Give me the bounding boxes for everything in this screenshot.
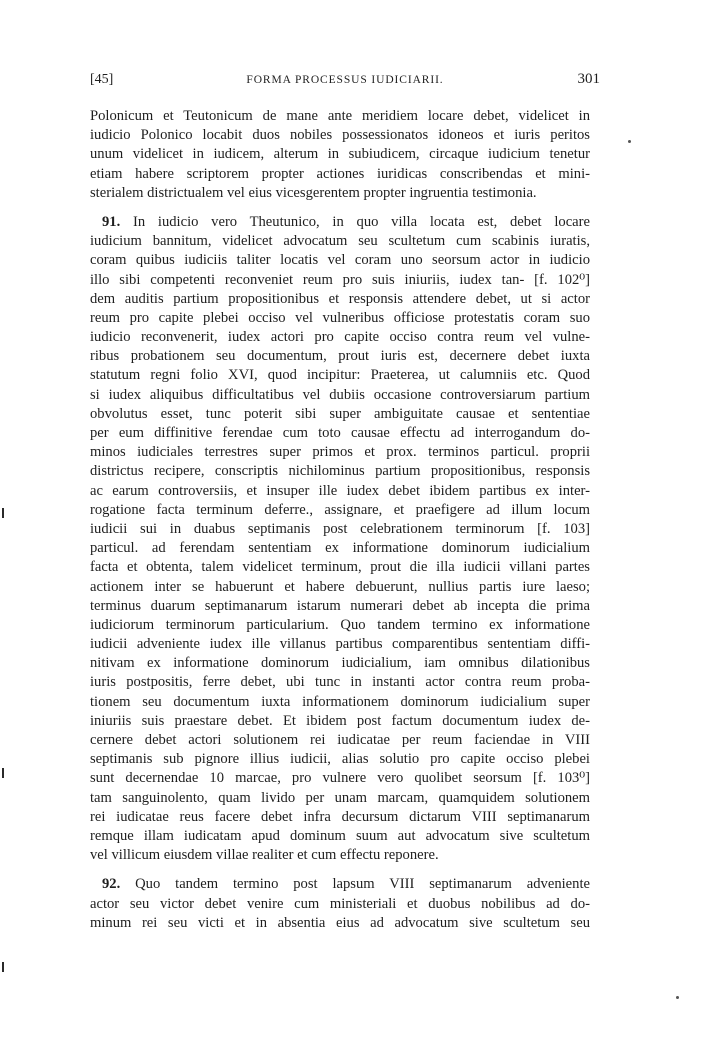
text-line: Quo tandem termino post lapsum VIII septimanarum adveniente: [135, 876, 590, 893]
text-line: iudiciorum terminorum particularium. Quo tandem termino ex informatione: [90, 616, 590, 633]
text-line: districtus recipere, conscriptis nichilominus partium propositionibus, responsis: [90, 463, 590, 480]
paragraph-91-first-line: [90, 213, 590, 232]
text-line: statutum regni folio XVI, quod incipitur: Praeterea, ut calumniis etc. Quod: [90, 367, 590, 384]
text-line: iudicio Polonico locabit duos nobiles possessionatos idoneos et iuris peritos: [90, 127, 590, 144]
text-line: actor seu victor debet venire cum ministeriali et duobus nobilibus ad do-: [90, 895, 590, 912]
scan-speck: [676, 996, 679, 999]
text-line: minos iudiciales terrestres super primos et prox. terminos particul. proprii: [90, 444, 590, 461]
text-line: iudicii sui in duabus septimanis post celebrationem terminorum [f. 103]: [90, 520, 590, 537]
text-line: sterialem districtualem vel eius vicesgerentem propter ingruentia testimonia.: [90, 184, 537, 201]
text-line: tionem seu documentum iuxta informationem dominorum iudicialium super: [90, 693, 590, 710]
scan-mark: [2, 962, 4, 972]
text-line: illo sibi competenti reconveniet reum pro suis iniuriis, iudex tan- [f. 102⁰]: [90, 271, 591, 288]
text-line: nitivam ex informatione dominorum iudicialium, iam omnibus dilationibus: [90, 655, 590, 672]
paragraph-92-first-line: [90, 875, 590, 894]
text-line: remque illam iudicatam apud dominum suum aut advocatum sive scultetum: [90, 827, 590, 844]
paragraph-number-91: 91.: [102, 213, 121, 230]
text-line: sunt decernendae 10 marcae, pro vulnere vero quolibet seorsum [f. 103⁰]: [90, 770, 590, 787]
text-line: cernere debet actori solutionem rei iudicatae per reum faciendae in VIII: [90, 732, 590, 748]
text-line: In iudicio vero Theutunico, in quo villa locata est, debet locare: [133, 213, 590, 230]
text-line: reum pro capite plebei occiso vel vulneribus officiose protestatis coram suo: [90, 309, 590, 326]
running-title: FORMA PROCESSUS IUDICIARII.: [246, 74, 444, 86]
scan-speck: [628, 140, 631, 143]
text-line: per eum diffinitive ferendae cum toto causae effectu ad interrogandum do-: [90, 425, 590, 441]
text-line: iuris postpositis, ferre debet, ubi tunc in instanti actor contra reum proba-: [90, 674, 590, 691]
running-head: [90, 72, 600, 92]
text-line: iniuriis suis praestare debet. Et ibidem post factum documentum iudex de-: [90, 712, 590, 729]
text-line: ribus probationem seu documentum, prout iuris est, decernere debet iuxta: [90, 348, 590, 365]
text-line: unum videlicet in iudicem, alterum in subiudicem, circaque iudicium tenetur: [90, 146, 590, 163]
text-line: facta et obtenta, talem videlicet terminum, prout die illa iudicii villani partes: [90, 559, 590, 576]
text-line: rogatione facta terminum deferre., assignare, et praefigere ad illum locum: [90, 501, 590, 518]
text-line: tam sanguinolento, quam livido per unam marcam, quamquidem solutionem: [90, 789, 590, 806]
text-line: rei iudicatae reus facere debet infra decursum dictarum VIII septimanarum: [90, 808, 590, 825]
text-line: iudicii adveniente iudex ille villanus partibus comparentibus sententiam diffi-: [90, 636, 590, 653]
page-number: 301: [577, 71, 600, 87]
text-line: vel villicum eiusdem villae realiter et cum effectu reponere.: [90, 847, 439, 864]
text-line: obvolutus esset, tunc poterit sibi super ambiguitate causae et sententiae: [90, 405, 590, 422]
text-line: iudicium bannitum, videlicet advocatum seu scultetum cum scabinis iuratis,: [90, 233, 590, 250]
text-line: septimanis sub pignore illius iudicii, alias solutio pro capite occiso plebei: [90, 751, 590, 768]
text-line: iudicio reconvenerit, iudex actori pro capite occiso contra reum vel vulne-: [90, 329, 590, 346]
text-line: ac earum controversiis, et insuper ille iudex debet ibidem partibus ex inter-: [90, 482, 590, 499]
text-line: actionem inter se habuerunt et habere debuerunt, nullius partis iure laeso;: [90, 578, 590, 595]
text-line: si iudex aliquibus difficultatibus vel dubiis occasione controversiarum partium: [90, 386, 590, 403]
text-line: coram quibus iudiciis taliter locatis vel coram uno seorsum actor in iudicio: [90, 252, 590, 269]
text-line: etiam habere scriptorem propter actiones iuridicas conscribendas et mini-: [90, 165, 590, 182]
scan-mark: [2, 768, 4, 778]
text-line: particul. ad ferendam sententiam ex informatione dominorum iudicialium: [90, 540, 590, 557]
section-number: [45]: [90, 72, 114, 87]
text-line: minum rei seu victi et in absentia eius ad advocatum sive scultetum seu: [90, 914, 590, 931]
body-text: [90, 107, 590, 933]
paragraph-gap: [90, 865, 590, 875]
text-line: Polonicum et Teutonicum de mane ante meridiem locare debet, videlicet in: [90, 108, 590, 124]
text-line: dem auditis partium propositionibus et responsis attendere debet, ut si actor: [90, 290, 590, 307]
paragraph-number-92: 92.: [102, 876, 121, 893]
text-line: terminus duarum septimanarum istarum numerari debet ab incepta die prima: [90, 597, 590, 614]
scan-mark: [2, 508, 4, 518]
paragraph-gap: [90, 203, 590, 213]
